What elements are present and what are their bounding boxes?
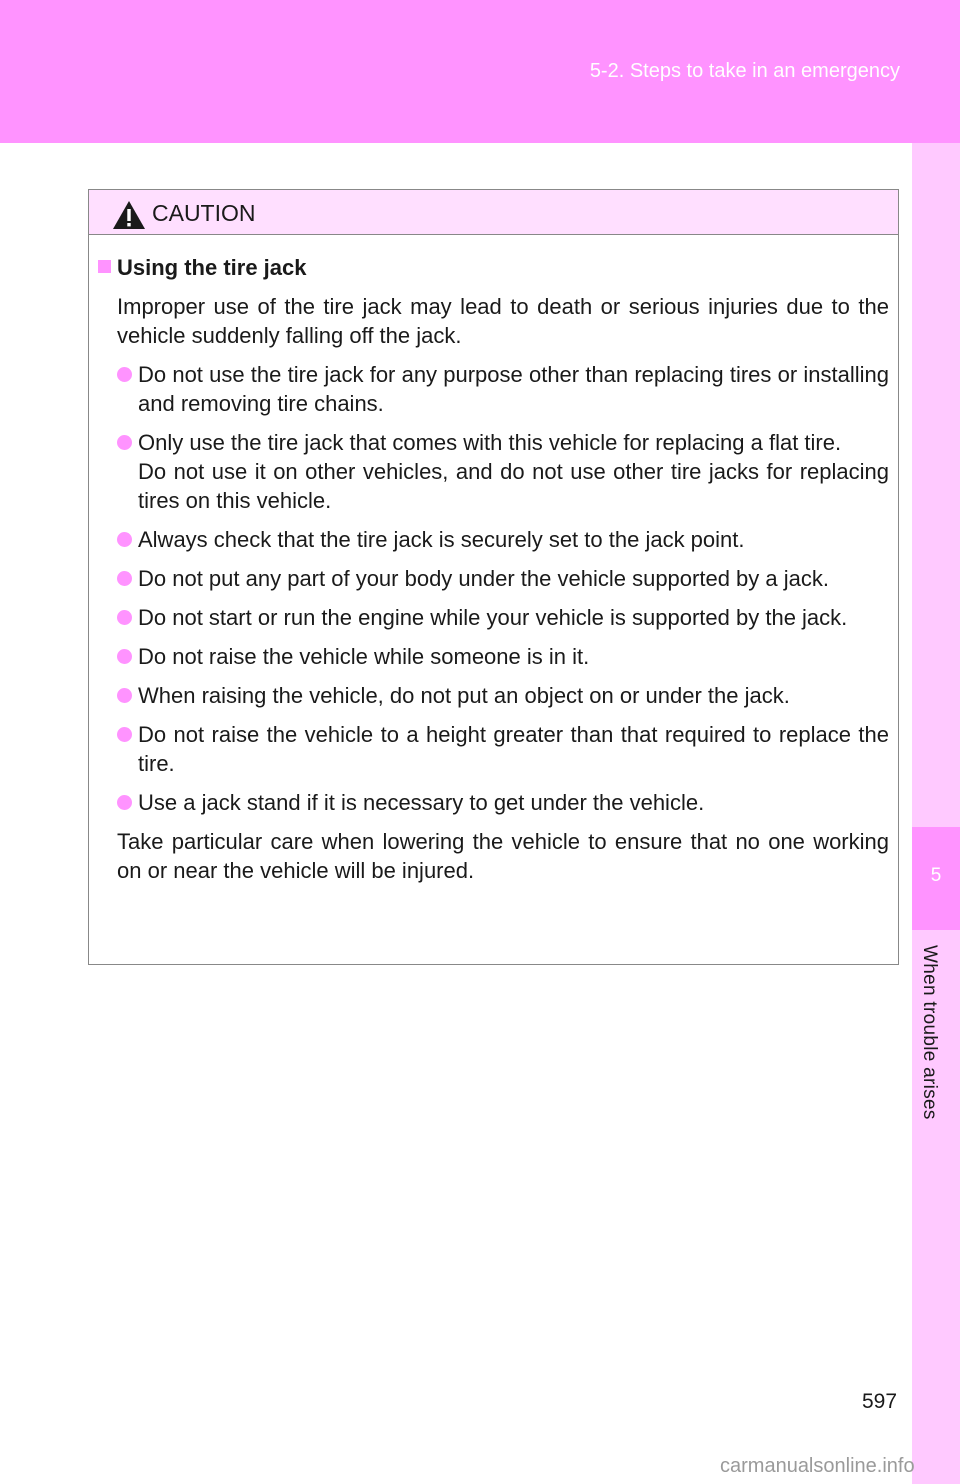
caution-bullet [98,360,889,418]
caution-bullet [98,788,889,817]
caution-closing: Take particular care when lowering the vehicle to ensure that no one working on or near the vehicle will be injured. [117,829,889,883]
chapter-tab[interactable] [912,827,960,930]
bullet-dot-icon [117,727,132,742]
caution-intro: Improper use of the tire jack may lead to death or serious injuries due to the vehicle suddenly falling off the jack. [117,294,889,348]
caution-label: CAUTION [152,200,256,226]
warning-triangle-icon [111,199,147,231]
page-number: 597 [862,1390,898,1413]
bullet-text: Do not start or run the engine while your vehicle is supported by the jack. [138,605,848,630]
caution-bullet [98,681,889,710]
bullet-text: Only use the tire jack that comes with this vehicle for replacing a flat tire. [138,430,842,455]
caution-bullet [98,720,889,778]
bullet-continuation: Do not use it on other vehicles, and do not use other tire jacks for replacing tires on this vehicle. [138,459,889,513]
caution-heading-text: Using the tire jack [117,255,307,280]
caution-bullet [98,603,889,632]
bullet-text: Do not raise the vehicle while someone is in it. [138,644,590,669]
caution-bullet [98,525,889,554]
bullet-dot-icon [117,649,132,664]
caution-bullet [98,428,889,515]
bullet-text: Always check that the tire jack is securely set to the jack point. [138,527,745,552]
chapter-number: 5 [930,865,942,886]
bullet-text: Do not use the tire jack for any purpose other than replacing tires or installing and removing tire chains. [138,362,889,416]
bullet-dot-icon [117,367,132,382]
bullet-dot-icon [117,688,132,703]
caution-heading [98,253,889,282]
bullet-dot-icon [117,795,132,810]
square-bullet-icon [98,260,111,273]
chapter-title: When trouble arises [919,945,940,1120]
page-header [0,0,960,143]
bullet-text: Do not raise the vehicle to a height greater than that required to replace the tire. [138,722,889,776]
bullet-text: Do not put any part of your body under the vehicle supported by a jack. [138,566,829,591]
bullet-dot-icon [117,435,132,450]
caution-bullet [98,564,889,593]
caution-box [88,189,899,965]
caution-bullet [98,642,889,671]
caution-body [89,234,898,895]
bullet-text: When raising the vehicle, do not put an object on or under the jack. [138,683,790,708]
bullet-text: Use a jack stand if it is necessary to get under the vehicle. [138,790,705,815]
bullet-dot-icon [117,610,132,625]
section-title: 5-2. Steps to take in an emergency [589,60,900,82]
watermark[interactable]: carmanualsonline.info [720,1455,915,1477]
bullet-dot-icon [117,571,132,586]
side-tab [912,143,960,1484]
bullet-dot-icon [117,532,132,547]
caution-header [89,190,898,235]
